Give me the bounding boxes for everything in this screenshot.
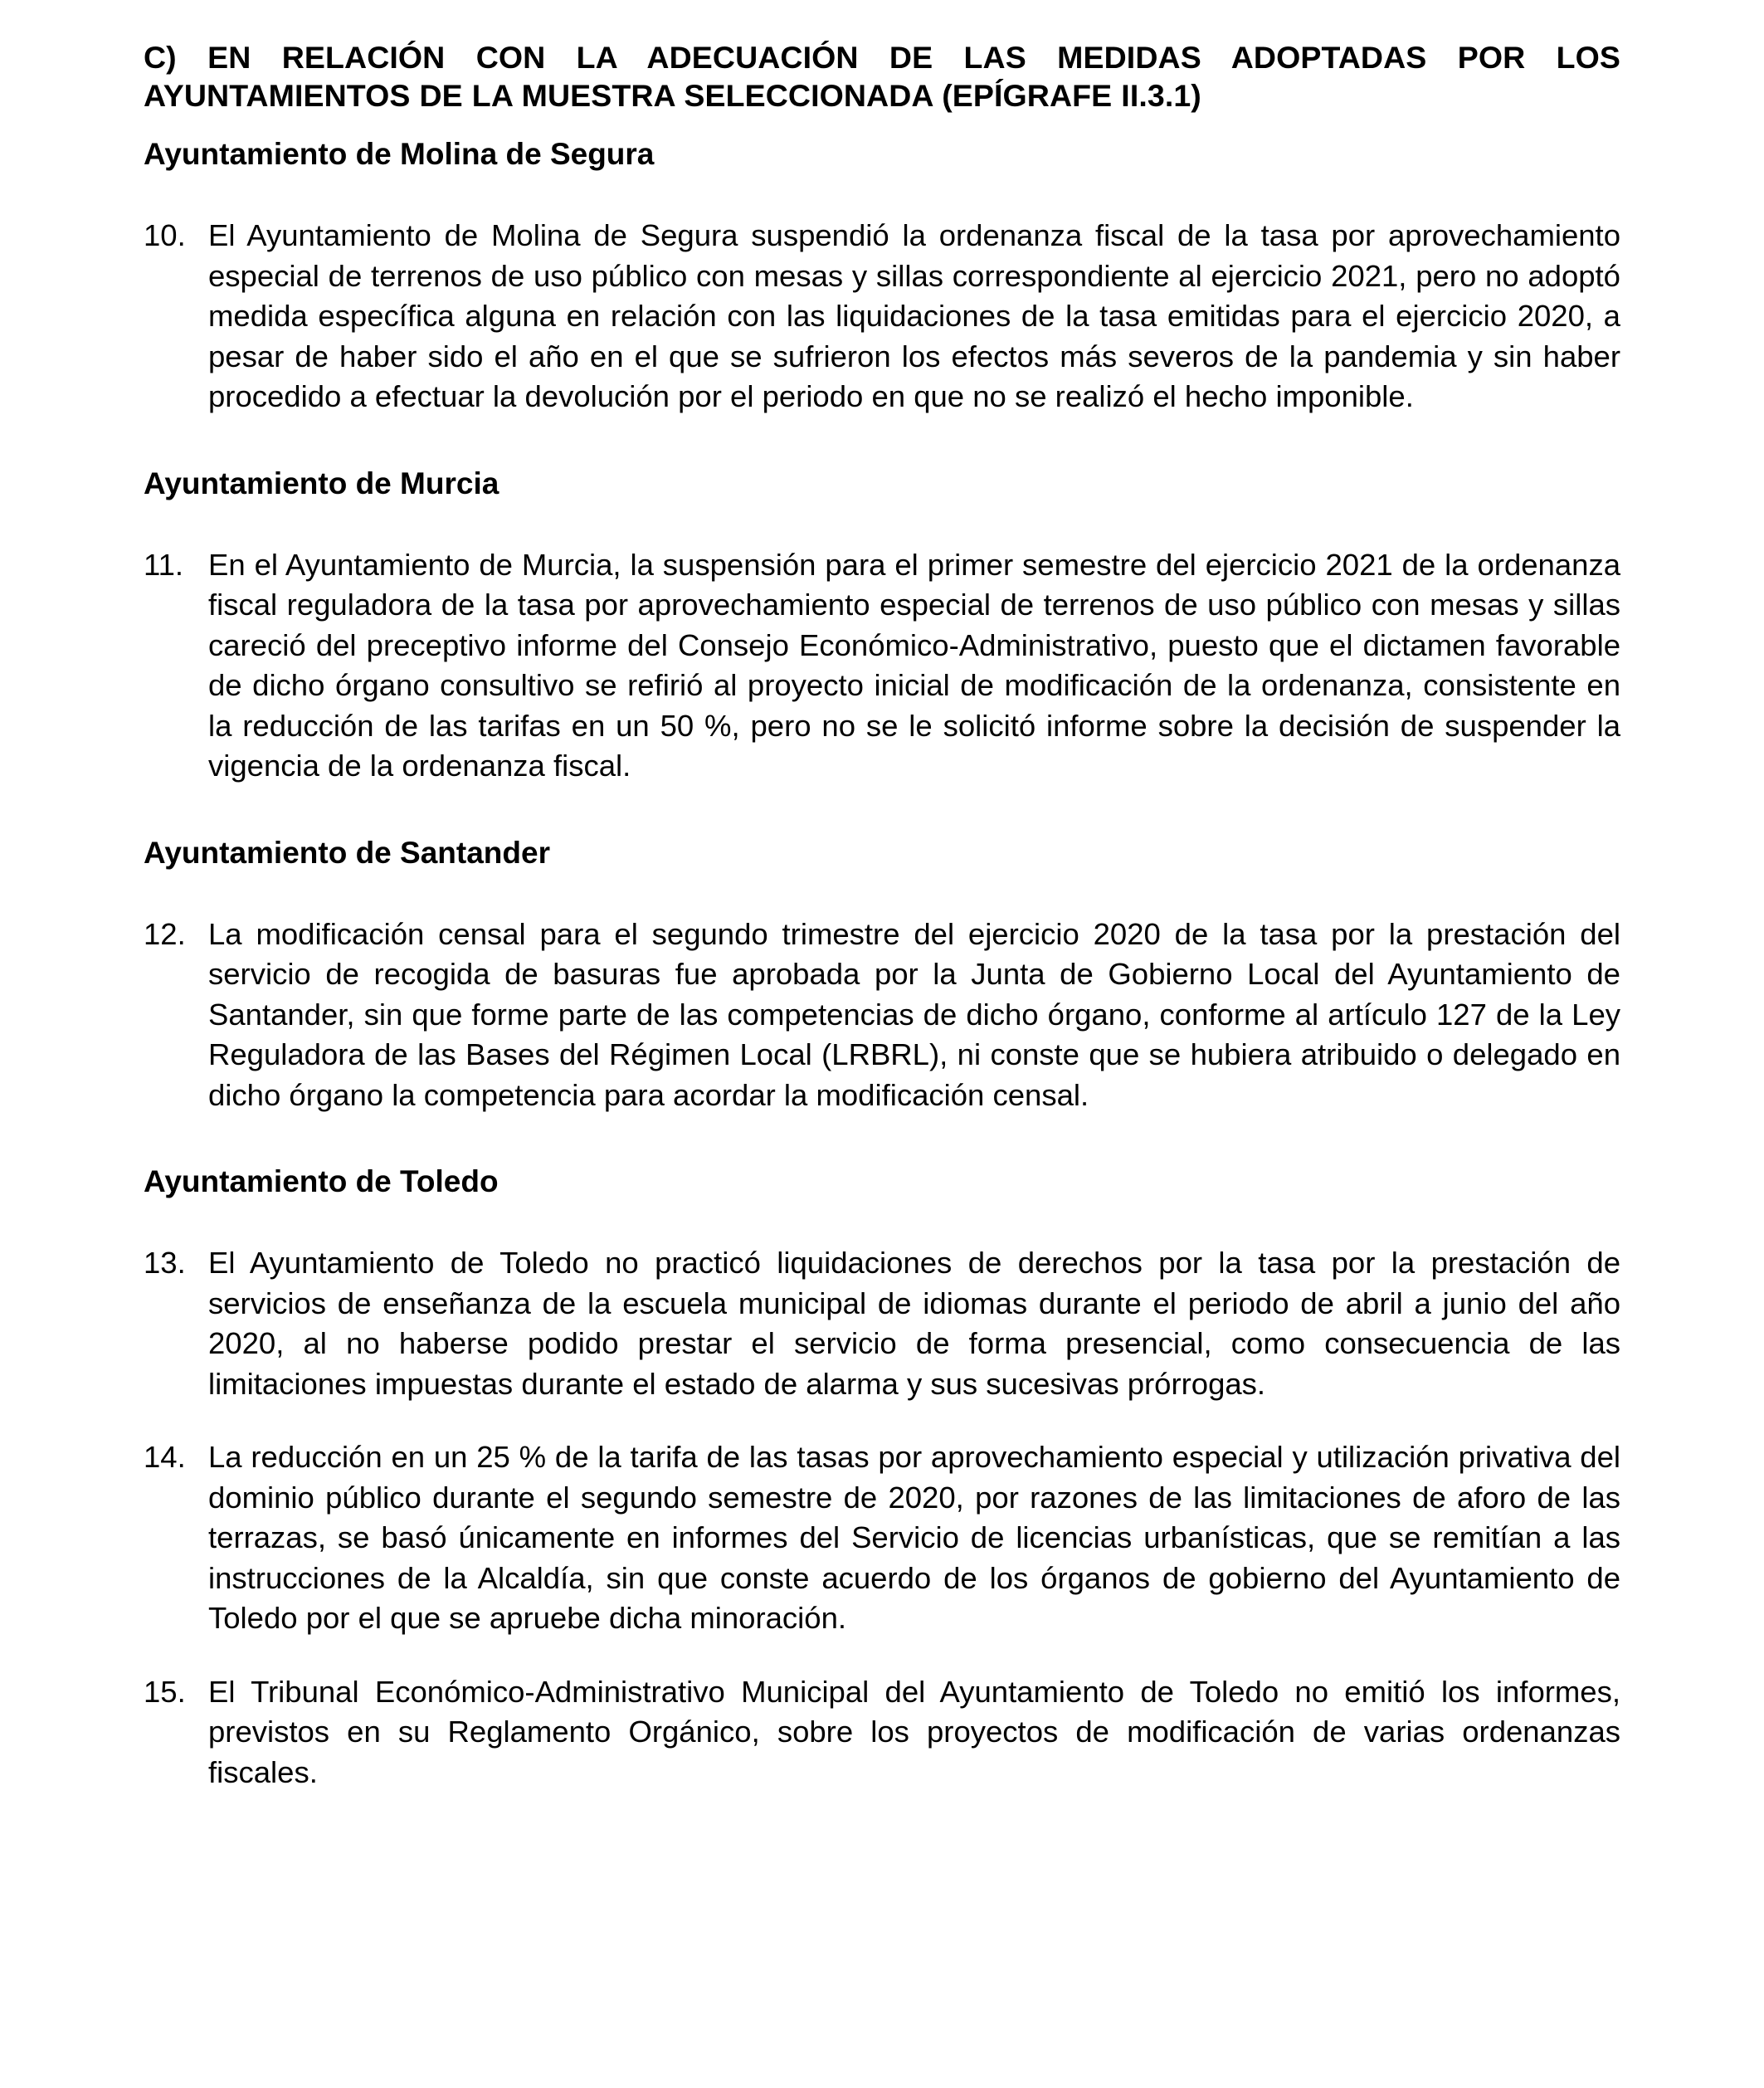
list-item-text: En el Ayuntamiento de Murcia, la suspensión para el primer semestre del ejercicio 2021 de la ordenanza fiscal reguladora de la tasa por aprovechamiento especial de terrenos de uso público con mesas y sillas careció del preceptivo informe del Consejo Económico-Administrativo, puesto que el dictamen favorable de dicho órgano consultivo se refirió al proyecto inicial de modificación de la ordenanza, consistente en la reducción de las tarifas en un 50 %, pero no se le solicitó informe sobre la decisión de suspender la vigencia de la ordenanza fiscal. <box>208 547 1620 783</box>
spacer <box>144 1200 1620 1243</box>
spacer <box>144 871 1620 915</box>
page-title <box>144 38 1620 115</box>
list-item <box>144 1243 1620 1404</box>
list-item <box>144 915 1620 1116</box>
list-item-text: La reducción en un 25 % de la tarifa de las tasas por aprovechamiento especial y utilización privativa del dominio público durante el segundo semestre de 2020, por razones de las limitaciones de aforo de las terrazas, se basó únicamente en informes del Servicio de licencias urbanísticas, que se remitían a las instrucciones de la Alcaldía, sin que conste acuerdo de los órganos de gobierno del Ayuntamiento de Toledo por el que se apruebe dicha minoración. <box>208 1440 1620 1635</box>
list-item-text: El Tribunal Económico-Administrativo Municipal del Ayuntamiento de Toledo no emitió los informes, previstos en su Reglamento Orgánico, sobre los proyectos de modificación de varias ordenanzas fiscales. <box>208 1674 1620 1789</box>
spacer <box>144 173 1620 216</box>
spacer <box>144 1404 1620 1437</box>
list-item-text: El Ayuntamiento de Toledo no practicó liquidaciones de derechos por la tasa por la prestación de servicios de enseñanza de la escuela municipal de idiomas durante el periodo de abril a junio del año 2020, al no haberse podido prestar el servicio de forma presencial, como consecuencia de las limitaciones impuestas durante el estado de alarma y sus sucesivas prórrogas. <box>208 1246 1620 1401</box>
section-heading-murcia: Ayuntamiento de Murcia <box>144 466 499 500</box>
list-item <box>144 216 1620 417</box>
section-heading-santander: Ayuntamiento de Santander <box>144 835 550 870</box>
list-item-number: 12. <box>144 916 186 951</box>
spacer <box>144 502 1620 545</box>
page-title-line-2: AYUNTAMIENTOS DE LA MUESTRA SELECCIONADA (EPÍGRAFE II.3.1) <box>144 78 1201 113</box>
page-title-line-1: C) EN RELACIÓN CON LA ADECUACIÓN DE LAS MEDIDAS ADOPTADAS POR LOS <box>144 40 1620 75</box>
section-heading-molina-de-segura: Ayuntamiento de Molina de Segura <box>144 137 655 171</box>
list-item-text: El Ayuntamiento de Molina de Segura suspendió la ordenanza fiscal de la tasa por aprovechamiento especial de terrenos de uso público con mesas y sillas correspondiente al ejercicio 2021, pero no adoptó medida específica alguna en relación con las liquidaciones de la tasa emitidas para el ejercicio 2020, a pesar de haber sido el año en el que se sufrieron los efectos más severos de la pandemia y sin haber procedido a efectuar la devolución por el periodo en que no se realizó el hecho imponible. <box>208 218 1620 413</box>
spacer <box>144 787 1620 835</box>
list-item-number: 14. <box>144 1440 186 1474</box>
spacer <box>144 1639 1620 1672</box>
list-item-number: 10. <box>144 218 186 252</box>
list-item-text: La modificación censal para el segundo trimestre del ejercicio 2020 de la tasa por la prestación del servicio de recogida de basuras fue aprobada por la Junta de Gobierno Local del Ayuntamiento de Santander, sin que forme parte de las competencias de dicho órgano, conforme al artículo 127 de la Ley Reguladora de las Bases del Régimen Local (LRBRL), ni conste que se hubiera atribuido o delegado en dicho órgano la competencia para acordar la modificación censal. <box>208 916 1620 1112</box>
spacer <box>144 1115 1620 1164</box>
list-item-number: 15. <box>144 1674 186 1709</box>
document-content <box>144 38 1620 1793</box>
spacer <box>144 417 1620 466</box>
list-item <box>144 1672 1620 1793</box>
list-item-number: 11. <box>144 547 184 582</box>
list-item <box>144 545 1620 787</box>
list-item-number: 13. <box>144 1246 186 1280</box>
list-item <box>144 1437 1620 1639</box>
section-heading-toledo: Ayuntamiento de Toledo <box>144 1164 499 1198</box>
